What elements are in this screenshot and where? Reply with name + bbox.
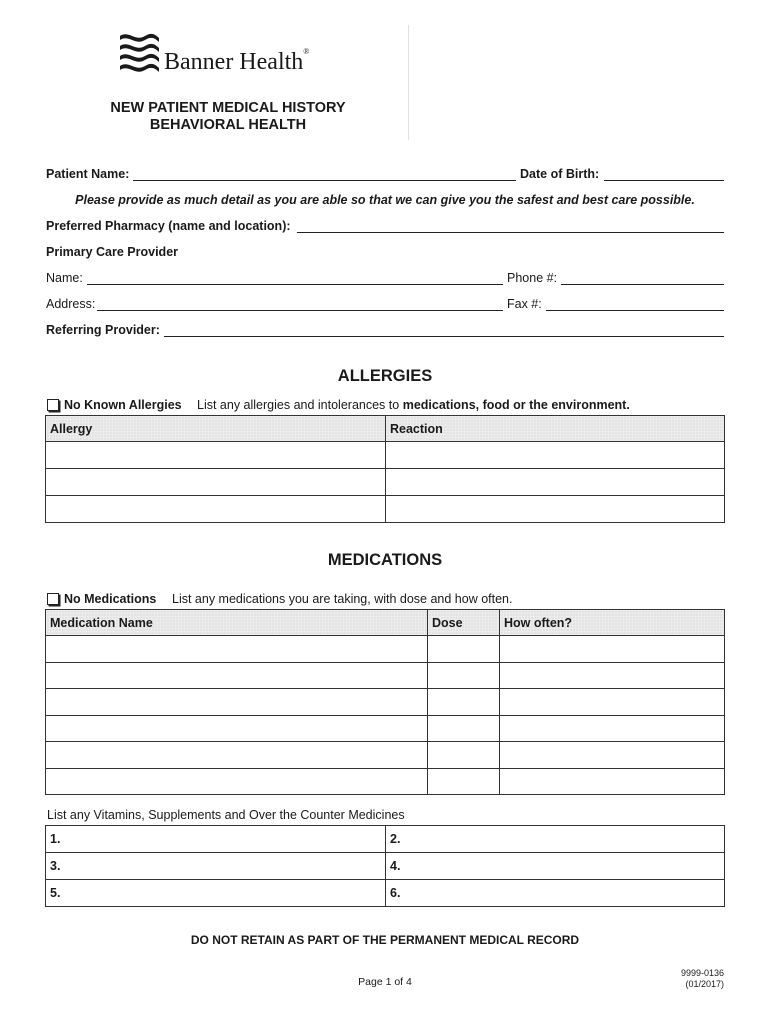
pharmacy-label: Preferred Pharmacy (name and location): <box>46 219 291 233</box>
vitamin-cell[interactable]: 3. <box>46 853 386 880</box>
medication-name-cell[interactable] <box>46 636 428 663</box>
table-row <box>46 742 725 769</box>
medications-title: MEDICATIONS <box>327 551 443 569</box>
dose-cell[interactable] <box>428 689 500 716</box>
page-number: Page 1 of 4 <box>358 976 412 988</box>
table-row <box>46 826 725 853</box>
banner-health-logo <box>117 30 347 82</box>
reaction-cell[interactable] <box>386 496 725 523</box>
form-revision-date: (01/2017) <box>685 979 724 989</box>
table-row <box>46 853 725 880</box>
pharmacy-field[interactable] <box>297 232 724 233</box>
dose-cell[interactable] <box>428 715 500 742</box>
table-row <box>46 469 725 496</box>
medications-instruction: List any medications you are taking, with dose and how often. <box>172 592 513 606</box>
form-number <box>681 968 724 990</box>
vitamin-cell[interactable]: 2. <box>386 826 725 853</box>
form-number-code: 9999-0136 <box>680 968 724 978</box>
vitamin-cell[interactable]: 5. <box>46 880 386 907</box>
vitamin-cell[interactable]: 6. <box>386 880 725 907</box>
table-header-row <box>46 416 725 442</box>
table-row <box>46 880 725 907</box>
allergies-table <box>45 415 725 523</box>
dose-cell[interactable] <box>428 662 500 689</box>
referring-provider-field[interactable] <box>164 336 724 337</box>
column-header-how-often: How often? <box>500 610 725 636</box>
dose-cell[interactable] <box>428 768 500 795</box>
column-header-reaction: Reaction <box>386 416 725 442</box>
column-header-allergy: Allergy <box>46 416 386 442</box>
medication-name-cell[interactable] <box>46 742 428 769</box>
instructions-text: Please provide as much detail as you are able so that we can give you the safest and best care possible. <box>75 193 695 207</box>
table-row <box>46 715 725 742</box>
dose-cell[interactable] <box>428 742 500 769</box>
allergies-title: ALLERGIES <box>337 367 433 385</box>
medication-name-cell[interactable] <box>46 662 428 689</box>
fax-field[interactable] <box>546 310 724 311</box>
how-often-cell[interactable] <box>500 768 725 795</box>
table-row <box>46 442 725 469</box>
medications-table <box>45 609 725 795</box>
dob-field[interactable] <box>604 180 724 181</box>
pcp-name-label: Name: <box>46 271 83 285</box>
allergy-cell[interactable] <box>46 442 386 469</box>
form-title-line2: BEHAVIORAL HEALTH <box>149 117 307 133</box>
phone-label: Phone #: <box>507 271 558 285</box>
allergies-instruction: List any allergies and intolerances to medications, food or the environment. <box>197 398 630 412</box>
reaction-cell[interactable] <box>386 469 725 496</box>
table-row <box>46 496 725 523</box>
allergy-cell[interactable] <box>46 496 386 523</box>
pcp-name-field[interactable] <box>87 284 503 285</box>
logo-wordmark: Banner Health® <box>164 47 310 75</box>
address-label: Address: <box>46 297 96 311</box>
patient-name-label: Patient Name: <box>46 167 130 181</box>
table-row <box>46 689 725 716</box>
column-header-dose: Dose <box>428 610 500 636</box>
how-often-cell[interactable] <box>500 662 725 689</box>
fax-label: Fax #: <box>507 297 542 311</box>
how-often-cell[interactable] <box>500 636 725 663</box>
table-row <box>46 662 725 689</box>
no-known-allergies-checkbox[interactable] <box>47 399 59 411</box>
how-often-cell[interactable] <box>500 742 725 769</box>
allergy-cell[interactable] <box>46 469 386 496</box>
medication-name-cell[interactable] <box>46 689 428 716</box>
vitamins-table <box>45 825 725 907</box>
column-header-medication-name: Medication Name <box>46 610 428 636</box>
address-field[interactable] <box>97 310 503 311</box>
banner-flag-icon <box>117 30 161 82</box>
no-medications-checkbox[interactable] <box>47 593 59 605</box>
dob-label: Date of Birth: <box>520 167 600 181</box>
no-medications-label: No Medications <box>64 592 157 606</box>
vitamin-cell[interactable]: 1. <box>46 826 386 853</box>
retention-notice: DO NOT RETAIN AS PART OF THE PERMANENT MEDICAL RECORD <box>190 933 580 947</box>
pcp-heading: Primary Care Provider <box>46 245 179 259</box>
medication-name-cell[interactable] <box>46 768 428 795</box>
how-often-cell[interactable] <box>500 715 725 742</box>
medication-name-cell[interactable] <box>46 715 428 742</box>
patient-name-field[interactable] <box>133 180 516 181</box>
vitamin-cell[interactable]: 4. <box>386 853 725 880</box>
table-row <box>46 768 725 795</box>
phone-field[interactable] <box>561 284 724 285</box>
table-header-row <box>46 610 725 636</box>
referring-provider-label: Referring Provider: <box>46 323 160 337</box>
dose-cell[interactable] <box>428 636 500 663</box>
no-known-allergies-label: No Known Allergies <box>64 398 182 412</box>
reaction-cell[interactable] <box>386 442 725 469</box>
vitamins-label: List any Vitamins, Supplements and Over the Counter Medicines <box>47 808 405 822</box>
header-divider <box>408 25 409 140</box>
how-often-cell[interactable] <box>500 689 725 716</box>
table-row <box>46 636 725 663</box>
form-title-line1: NEW PATIENT MEDICAL HISTORY <box>110 100 346 116</box>
